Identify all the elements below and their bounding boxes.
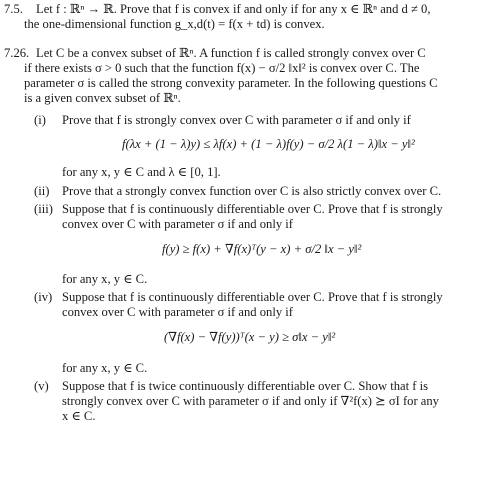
problem-line: Let C be a convex subset of ℝⁿ. A function f is called strongly convex over C bbox=[36, 46, 426, 60]
part-text: strongly convex over C with parameter σ if and only if ∇²f(x) ⪰ σI for any bbox=[62, 394, 439, 408]
part-text: Suppose that f is twice continuously differentiable over C. Show that f is bbox=[62, 379, 428, 393]
part-text: convex over C with parameter σ if and only if bbox=[62, 305, 293, 319]
part-label: (iv) bbox=[34, 290, 53, 304]
part-label: (iii) bbox=[34, 202, 53, 216]
equation: f(y) ≥ f(x) + ∇f(x)ᵀ(y − x) + σ/2 ‖x − y‖² bbox=[162, 242, 362, 256]
part-text: for any x, y ∈ C and λ ∈ [0, 1]. bbox=[62, 165, 221, 179]
part-text: Suppose that f is continuously differentiable over C. Prove that f is strongly bbox=[62, 202, 443, 216]
part-text: for any x, y ∈ C. bbox=[62, 361, 148, 375]
problem-line: is a given convex subset of ℝⁿ. bbox=[24, 91, 181, 105]
problem-number: 7.5. bbox=[4, 2, 23, 16]
problem-line: if there exists σ > 0 such that the function f(x) − σ/2 ‖x‖² is convex over C. The bbox=[24, 61, 420, 75]
equation: f(λx + (1 − λ)y) ≤ λf(x) + (1 − λ)f(y) − σ/2 λ(1 − λ)‖x − y‖² bbox=[122, 137, 415, 151]
problem-line: the one-dimensional function g_x,d(t) = f(x + td) is convex. bbox=[24, 17, 325, 31]
problem-line: Let f : ℝⁿ → ℝ. Prove that f is convex if and only if for any x ∈ ℝⁿ and d ≠ 0, bbox=[36, 2, 431, 16]
part-text: Suppose that f is continuously differentiable over C. Prove that f is strongly bbox=[62, 290, 443, 304]
part-text: Prove that a strongly convex function over C is also strictly convex over C. bbox=[62, 184, 442, 198]
problem-line: parameter σ is called the strong convexity parameter. In the following questions C bbox=[24, 76, 438, 90]
part-text: for any x, y ∈ C. bbox=[62, 272, 148, 286]
problem-number: 7.26. bbox=[4, 46, 30, 60]
equation: (∇f(x) − ∇f(y))ᵀ(x − y) ≥ σ‖x − y‖² bbox=[164, 330, 336, 344]
part-text: convex over C with parameter σ if and only if bbox=[62, 217, 293, 231]
part-text: Prove that f is strongly convex over C with parameter σ if and only if bbox=[62, 113, 411, 127]
part-label: (v) bbox=[34, 379, 49, 393]
part-label: (ii) bbox=[34, 184, 50, 198]
part-text: x ∈ C. bbox=[62, 409, 96, 423]
part-label: (i) bbox=[34, 113, 46, 127]
